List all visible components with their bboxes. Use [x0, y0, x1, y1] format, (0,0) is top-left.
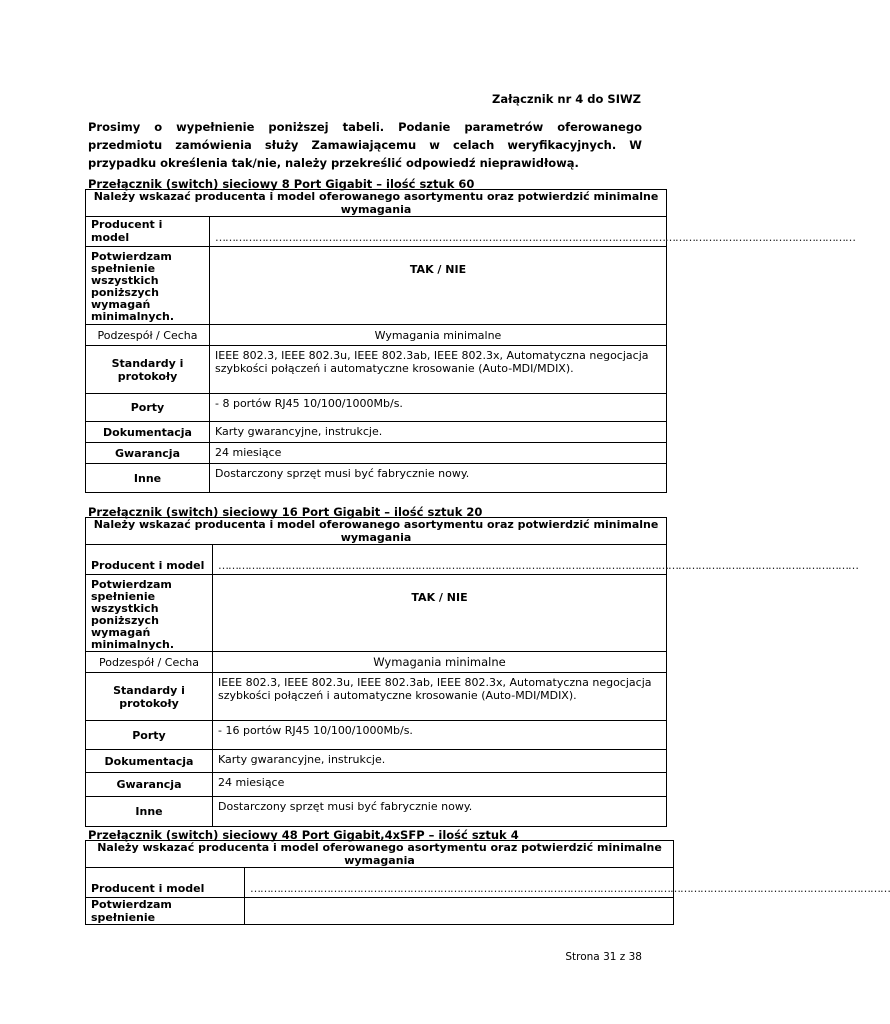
spec-table-16-port — [85, 517, 858, 827]
confirm-label: Potwierdzam spełnienie wszystkich poniższych wymagań minimalnych. — [86, 575, 213, 652]
producer-input[interactable]: ………………………………………………………………………………………………………………………………………………………………………… — [213, 545, 667, 575]
row-label: Dokumentacja — [86, 422, 210, 443]
row-value: IEEE 802.3, IEEE 802.3u, IEEE 802.3ab, IEEE 802.3x, Automatyczna negocjacja szybkości połączeń i automatyczne krosowanie (Auto-MDI/MDIX). — [210, 346, 667, 394]
row-value: - 16 portów RJ45 10/100/1000Mb/s. — [213, 721, 667, 750]
col-header-component: Podzespół / Cecha — [86, 652, 213, 673]
section-title-16-port: Przełącznik (switch) sieciowy 16 Port Gigabit – ilość sztuk 20 — [88, 505, 483, 519]
row-value: - 8 portów RJ45 10/100/1000Mb/s. — [210, 394, 667, 422]
confirm-label: Potwierdzam spełnienie wszystkich poniższych wymagań minimalnych. — [86, 247, 210, 325]
confirm-label: Potwierdzam spełnienie — [86, 898, 245, 925]
row-value: Dostarczony sprzęt musi być fabrycznie nowy. — [210, 464, 667, 493]
row-label: Standardy i protokoły — [86, 673, 213, 721]
instruction-cell: Należy wskazać producenta i model oferowanego asortymentu oraz potwierdzić minimalne wymagania — [86, 518, 667, 545]
section-title-48-port: Przełącznik (switch) sieciowy 48 Port Gigabit,4xSFP – ilość sztuk 4 — [88, 828, 519, 842]
producer-input[interactable]: ………………………………………………………………………………………………………………………………………………………………………… — [210, 217, 667, 247]
producer-label: Producent i model — [86, 545, 213, 575]
row-label: Dokumentacja — [86, 750, 213, 773]
producer-input[interactable]: ………………………………………………………………………………………………………………………………………………………………………… — [245, 868, 674, 898]
row-value: Dostarczony sprzęt musi być fabrycznie nowy. — [213, 797, 667, 827]
confirm-tak-nie[interactable]: TAK / NIE — [210, 247, 667, 325]
confirm-tak-nie[interactable]: TAK / NIE — [213, 575, 667, 652]
row-value: 24 miesiące — [213, 773, 667, 797]
spec-table-48-port — [85, 840, 890, 925]
page-number: Strona 31 z 38 — [565, 951, 642, 963]
row-label: Gwarancja — [86, 773, 213, 797]
producer-label: Producent i model — [86, 868, 245, 898]
intro-paragraph: Prosimy o wypełnienie poniższej tabeli. Podanie parametrów oferowanego przedmiotu zamówienia służy Zamawiającemu w celach weryfikacyjnych. W przypadku określenia tak/nie, należy przekreślić odpowiedź nieprawidłową. — [88, 120, 642, 170]
producer-label: Producent i model — [86, 217, 210, 247]
row-label: Standardy i protokoły — [86, 346, 210, 394]
col-header-requirements: Wymagania minimalne — [210, 325, 667, 346]
row-label: Porty — [86, 394, 210, 422]
row-value: 24 miesiące — [210, 443, 667, 464]
annex-label: Załącznik nr 4 do SIWZ — [491, 92, 641, 106]
row-value: Karty gwarancyjne, instrukcje. — [213, 750, 667, 773]
row-label: Gwarancja — [86, 443, 210, 464]
spec-table-8-port — [85, 189, 855, 493]
row-label: Inne — [86, 464, 210, 493]
row-label: Inne — [86, 797, 213, 827]
section-title-8-port: Przełącznik (switch) sieciowy 8 Port Gigabit – ilość sztuk 60 — [88, 177, 475, 191]
row-value: Karty gwarancyjne, instrukcje. — [210, 422, 667, 443]
row-value: IEEE 802.3, IEEE 802.3u, IEEE 802.3ab, IEEE 802.3x, Automatyczna negocjacja szybkości połączeń i automatyczne krosowanie (Auto-MDI/MDIX). — [213, 673, 667, 721]
instruction-cell: Należy wskazać producenta i model oferowanego asortymentu oraz potwierdzić minimalne wymagania — [86, 841, 674, 868]
instruction-cell: Należy wskazać producenta i model oferowanego asortymentu oraz potwierdzić minimalne wymagania — [86, 190, 667, 217]
col-header-component: Podzespół / Cecha — [86, 325, 210, 346]
row-label: Porty — [86, 721, 213, 750]
col-header-requirements: Wymagania minimalne — [213, 652, 667, 673]
confirm-value-cell[interactable] — [245, 898, 674, 925]
